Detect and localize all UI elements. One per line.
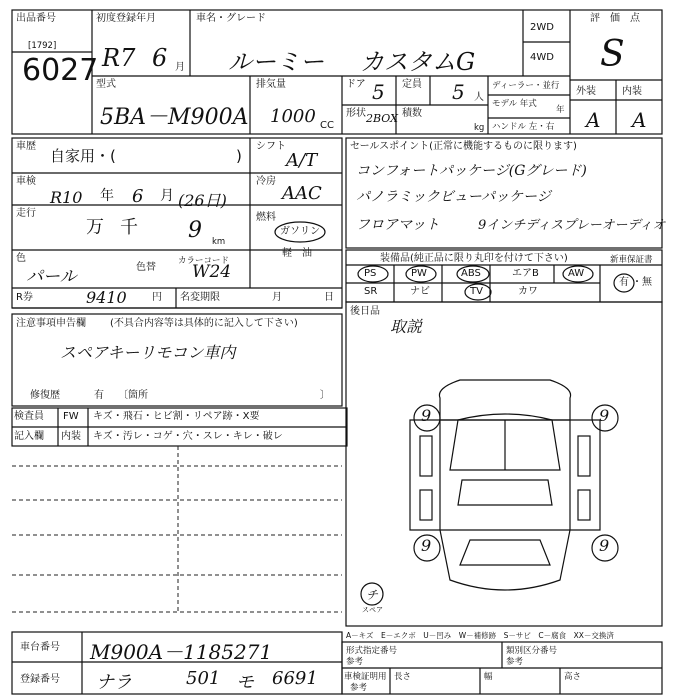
tire-mark-front-right: 9 <box>599 406 610 425</box>
mileage-label: 走行 <box>16 208 36 219</box>
equip-ps: PS <box>364 268 377 279</box>
chassis-value: M900A－1185271 <box>90 640 273 664</box>
warranty-no: 無 <box>642 277 652 288</box>
doors-label: ドア <box>346 79 366 90</box>
cert-sub: 参考 <box>350 683 368 693</box>
tire-mark-rear-right: 9 <box>599 536 610 555</box>
model-label: 型式 <box>96 79 116 90</box>
capacity-unit: 人 <box>474 92 484 103</box>
ac-label: 冷房 <box>256 176 276 187</box>
notes-sub: (不具合内容等は具体的に記入して下さい) <box>110 318 298 329</box>
capacity-value: 5 <box>452 80 465 104</box>
rear-items-value: 取説 <box>390 317 423 336</box>
notes-text: スペアキーリモコン車内 <box>60 343 236 362</box>
year-unit: 年 <box>556 105 565 115</box>
car-name-label: 車名・グレード <box>196 13 266 24</box>
new-warranty-label: 新車保証書 <box>610 255 653 265</box>
exterior-score: A <box>586 108 601 132</box>
interior-check-label: 内装 <box>61 431 81 442</box>
model-value: 5BA－M900A <box>100 105 249 130</box>
score-value: S <box>600 34 625 75</box>
yen-unit: 円 <box>152 292 162 303</box>
score-label: 評 価 点 <box>590 13 640 24</box>
plate-class: 501 <box>186 668 221 689</box>
inspection-day: (26日) <box>178 191 227 210</box>
color-code-label: カラーコード <box>178 256 230 266</box>
kg-unit: kg <box>474 123 485 133</box>
lot-number-label: 出品番号 <box>16 13 56 24</box>
dealer-label: ディーラー・並行 <box>492 81 560 91</box>
equip-navi: ナビ <box>410 286 430 297</box>
form-ref-sub: 参考 <box>346 657 364 667</box>
sales-point-3: フロアマット <box>356 217 440 233</box>
displacement-value: 1000 <box>270 106 316 127</box>
car-name: ルーミー <box>228 48 324 76</box>
displacement-label: 排気量 <box>256 79 286 90</box>
lot-sub-number: [1792] <box>28 41 57 51</box>
plate-number: 6691 <box>272 668 318 689</box>
man-label: 万 <box>86 217 104 238</box>
drive-4wd: 4WD <box>530 52 554 63</box>
first-reg-era: R7 <box>102 44 136 72</box>
capacity-label: 定員 <box>402 79 422 90</box>
first-reg-label: 初度登録年月 <box>96 13 156 24</box>
interior-check-text: キズ・汚レ・コゲ・穴・スレ・キレ・破レ <box>93 431 283 442</box>
equip-leather: カワ <box>518 286 538 297</box>
mileage-value: 9 <box>188 218 202 243</box>
repair-place: 〔箇所 <box>118 390 148 401</box>
fuel-label: 燃料 <box>256 212 276 223</box>
sales-point-2: パノラミックビューパッケージ <box>356 189 551 205</box>
inspection-label: 車検 <box>16 176 36 187</box>
shape-label: 形状 <box>346 108 366 119</box>
color-label: 色 <box>16 253 26 264</box>
usage-value: 自家用・( <box>50 147 116 165</box>
sales-point-1: コンフォートパッケージ(Gグレード) <box>356 163 587 179</box>
fuel-light-oil: 軽 油 <box>282 248 312 259</box>
inspector-label-1: 検査員 <box>14 411 44 422</box>
fw-label: FW <box>63 411 79 422</box>
drive-2wd: 2WD <box>530 22 554 33</box>
sales-point-4: 9インチディスプレーオーディオ <box>478 218 666 233</box>
plate-region: ナラ <box>96 672 132 693</box>
plate-kana: モ <box>236 672 254 693</box>
equip-aw: AW <box>568 268 585 279</box>
class-ref-label: 類別区分番号 <box>506 646 558 656</box>
form-ref-label: 形式指定番号 <box>346 646 398 656</box>
exterior-label: 外装 <box>576 86 596 97</box>
shape-value: 2BOX <box>366 112 398 125</box>
warranty-yes: 有 <box>619 277 629 288</box>
recycle-label: R券 <box>16 292 33 303</box>
inspection-year-unit: 年 <box>100 188 114 204</box>
repair-label: 修復歴 <box>30 390 60 401</box>
lot-number: 6027 <box>22 53 99 88</box>
inspector-label-2: 記入欄 <box>14 431 44 442</box>
tire-mark-rear-left: 9 <box>421 536 432 555</box>
width-label: 幅 <box>484 672 493 682</box>
equip-tv: TV <box>470 286 483 297</box>
first-reg-month: 6 <box>152 44 168 72</box>
equip-abs: ABS <box>461 268 481 279</box>
cc-unit: CC <box>320 120 334 131</box>
load-label: 積数 <box>402 108 422 119</box>
interior-score: A <box>632 108 647 132</box>
ac-value: AAC <box>282 183 322 204</box>
shift-label: シフト <box>256 141 286 152</box>
repair-value: 有 <box>94 390 104 401</box>
spare-mark: チ <box>366 588 379 602</box>
equip-sr: SR <box>364 286 378 297</box>
doors-value: 5 <box>372 80 385 104</box>
rename-month: 月 <box>272 292 282 303</box>
repair-close: 〕 <box>320 390 330 401</box>
equipment-title: 装備品(純正品に限り丸印を付けて下さい) <box>380 253 568 264</box>
rename-label: 名変期限 <box>180 292 220 303</box>
rename-day: 日 <box>324 292 334 303</box>
recolor-label: 色替 <box>136 262 156 273</box>
km-unit: km <box>212 237 226 247</box>
cert-label: 車検証明用 <box>344 672 387 682</box>
car-grade: カスタムG <box>360 48 476 76</box>
inspection-month: 6 <box>132 186 144 207</box>
usage-close: ) <box>236 147 242 165</box>
chassis-label: 車台番号 <box>20 642 60 653</box>
model-year-label: モデル 年式 <box>492 99 537 109</box>
sen-label: 千 <box>120 217 138 238</box>
color-value: パール <box>26 267 77 287</box>
equip-pw: PW <box>411 268 427 279</box>
fuel-gasoline: ガソリン <box>280 226 320 237</box>
sales-points-title: セールスポイント(正常に機能するものに限ります) <box>350 141 577 152</box>
equip-airbag: エアB <box>512 268 539 279</box>
height-label: 高さ <box>564 672 582 682</box>
rear-items-label: 後日品 <box>350 306 380 317</box>
interior-label: 内装 <box>622 86 642 97</box>
fw-text: キズ・飛石・ヒビ割・リペア跡・X要 <box>93 411 260 422</box>
tire-mark-front-left: 9 <box>421 406 432 425</box>
handle-label: ハンドル 左・右 <box>492 122 555 132</box>
warranty-sep: ・ <box>632 277 642 288</box>
month-unit: 月 <box>175 62 185 73</box>
damage-legend: A－キズ E－エクボ U－凹み W－補修跡 S－サビ C－腐食 XX－交換済 <box>346 631 614 640</box>
inspection-month-unit: 月 <box>160 188 174 204</box>
shift-value: A/T <box>286 150 318 171</box>
plate-label: 登録番号 <box>20 674 60 685</box>
length-label: 長さ <box>394 672 412 682</box>
color-code: W24 <box>192 262 232 282</box>
class-ref-sub: 参考 <box>506 657 524 667</box>
notes-title: 注意事項申告欄 <box>16 318 86 329</box>
usage-label: 車歴 <box>16 141 36 152</box>
spare-label: スペア <box>362 606 383 614</box>
inspection-era: R10 <box>50 188 83 207</box>
recycle-value: 9410 <box>86 288 127 307</box>
